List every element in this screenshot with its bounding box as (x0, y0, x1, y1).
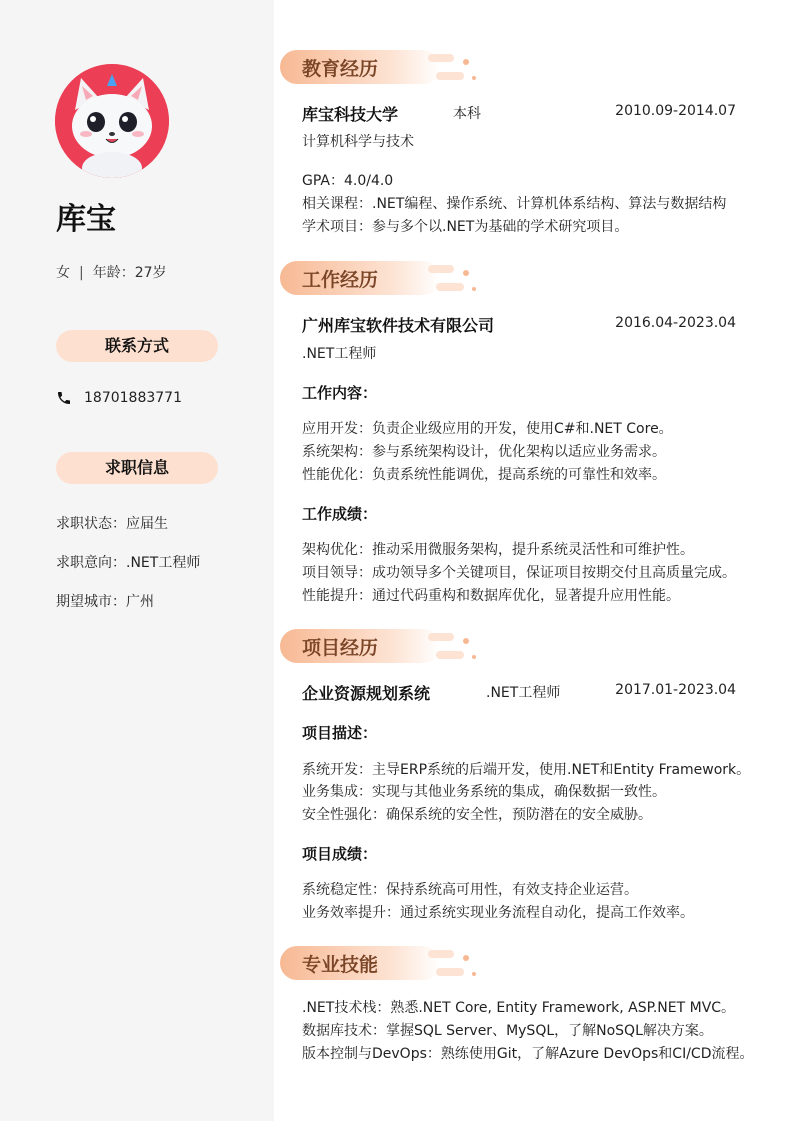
project-date: 2017.01-2023.04 (615, 682, 736, 698)
project-desc-line: 系统开发：主导ERP系统的后端开发，使用.NET和Entity Framework。 (302, 762, 751, 778)
education-line: GPA：4.0/4.0 (302, 173, 394, 189)
work-content-line: 性能优化：负责系统性能调优，提高系统的可靠性和效率。 (302, 467, 666, 483)
project-role: .NET工程师 (486, 685, 561, 701)
education-line: 学术项目：参与多个以.NET为基础的学术研究项目。 (302, 219, 629, 235)
major: 计算机科学与技术 (302, 134, 414, 150)
skills-title: 专业技能 (302, 954, 379, 976)
job-city: 期望城市：广州 (56, 594, 154, 610)
skill-line: .NET技术栈：熟悉.NET Core, Entity Framework, ASP.NET MVC。 (302, 1000, 736, 1016)
work-date: 2016.04-2023.04 (615, 315, 736, 331)
separator: | (79, 265, 84, 281)
project-result-title: 项目成绩： (302, 845, 378, 863)
work-content-line: 应用开发：负责企业级应用的开发，使用C#和.NET Core。 (302, 421, 673, 437)
job-position: 求职意向：.NET工程师 (56, 555, 201, 571)
company-name: 广州库宝软件技术有限公司 (302, 316, 495, 335)
project-desc-line: 业务集成：实现与其他业务系统的集成，确保数据一致性。 (302, 784, 666, 800)
contact-header: 联系方式 (56, 330, 218, 362)
phone-number: 18701883771 (84, 390, 182, 406)
work-section-header (280, 261, 480, 295)
skill-line: 数据库技术：掌握SQL Server、MySQL，了解NoSQL解决方案。 (302, 1023, 713, 1039)
project-title: 项目经历 (302, 637, 379, 659)
work-content-line: 系统架构：参与系统架构设计，优化架构以适应业务需求。 (302, 444, 666, 460)
work-content-title: 工作内容： (302, 384, 378, 402)
skills-section-header (280, 946, 480, 980)
gender: 女 (56, 265, 70, 281)
education-date: 2010.09-2014.07 (615, 103, 736, 119)
degree: 本科 (453, 106, 481, 122)
work-achieve-title: 工作成绩： (302, 505, 378, 523)
work-achieve-line: 性能提升：通过代码重构和数据库优化，显著提升应用性能。 (302, 588, 680, 604)
age: 年龄：27岁 (92, 265, 167, 281)
candidate-name: 库宝 (56, 202, 116, 237)
project-desc-title: 项目描述： (302, 724, 378, 742)
work-role: .NET工程师 (302, 346, 377, 362)
education-title: 教育经历 (302, 58, 379, 80)
school-name: 库宝科技大学 (302, 105, 399, 124)
work-title: 工作经历 (302, 269, 379, 291)
work-achieve-line: 架构优化：推动采用微服务架构，提升系统灵活性和可维护性。 (302, 542, 694, 558)
project-result-line: 系统稳定性：保持系统高可用性，有效支持企业运营。 (302, 882, 638, 898)
project-result-line: 业务效率提升：通过系统实现业务流程自动化，提高工作效率。 (302, 905, 694, 921)
project-name: 企业资源规划系统 (302, 684, 431, 703)
job-status: 求职状态：应届生 (56, 516, 168, 532)
project-desc-line: 安全性强化：确保系统的安全性，预防潜在的安全威胁。 (302, 807, 652, 823)
project-section-header (280, 629, 480, 663)
job-intent-header: 求职信息 (56, 452, 218, 484)
work-achieve-line: 项目领导：成功领导多个关键项目，保证项目按期交付且高质量完成。 (302, 565, 736, 581)
education-line: 相关课程：.NET编程、操作系统、计算机体系结构、算法与数据结构 (302, 196, 727, 212)
education-section-header (280, 50, 480, 84)
skill-line: 版本控制与DevOps：熟练使用Git，了解Azure DevOps和CI/CD流程。 (302, 1046, 754, 1062)
